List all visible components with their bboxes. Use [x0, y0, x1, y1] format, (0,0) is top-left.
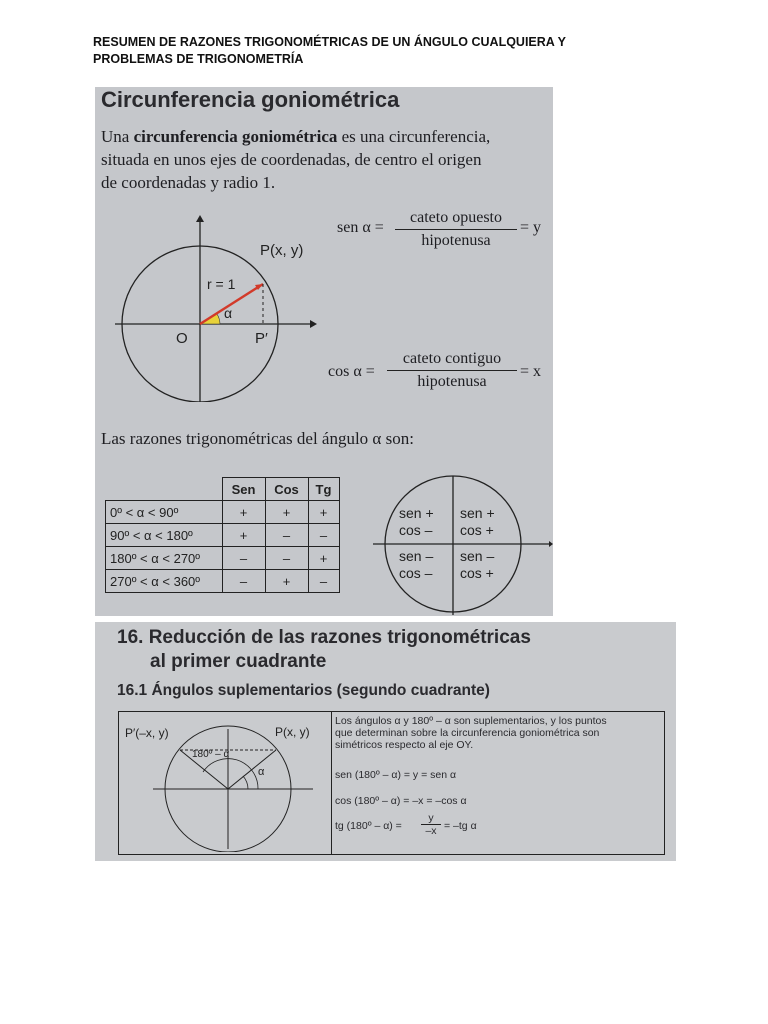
table-cell-cos: +	[265, 570, 308, 593]
table-cell-tg: –	[308, 524, 339, 547]
document-header	[93, 34, 693, 68]
intro-b: es una circunferencia,	[337, 127, 491, 146]
table-cell-cos: –	[265, 547, 308, 570]
quadrant-sign-diagram	[369, 475, 553, 615]
sen-lhs: sen α =	[337, 219, 384, 236]
reduction-title	[117, 626, 531, 674]
intro-line-3: de coordenadas y radio 1.	[101, 173, 276, 192]
table-cell-sen: –	[222, 547, 265, 570]
alpha-arc	[243, 776, 248, 789]
table-cell-sen: +	[222, 501, 265, 524]
unit-circle-diagram	[105, 207, 325, 402]
reduction-subtitle: 16.1 Ángulos suplementarios (segundo cuadrante)	[117, 682, 490, 699]
q1-sen: sen +	[460, 505, 495, 521]
formula-tg-fraction	[421, 812, 441, 837]
p-label: P(x, y)	[275, 725, 310, 739]
intro-a: Una	[101, 127, 134, 146]
header-line-1: RESUMEN DE RAZONES TRIGONOMÉTRICAS DE UN ÁNGULO CUALQUIERA Y	[93, 35, 566, 49]
box-divider	[331, 712, 332, 854]
table-row	[106, 501, 340, 524]
supp-text	[335, 715, 661, 751]
table-cell-cos: +	[265, 501, 308, 524]
formula-tg-lhs: tg (180º – α) =	[335, 820, 402, 832]
table-corner	[106, 478, 223, 501]
formula-sen: sen (180º – α) = y = sen α	[335, 769, 457, 781]
q3-sen: sen –	[399, 548, 434, 564]
proj-label: P′	[255, 330, 268, 347]
reduction-title-line-2: al primer cuadrante	[150, 651, 327, 672]
formula-cos: cos (180º – α) = –x = –cos α	[335, 795, 467, 807]
table-header-cos: Cos	[265, 478, 308, 501]
q4-sen: sen –	[460, 548, 495, 564]
reduction-title-line-1: 16. Reducción de las razones trigonométricas	[117, 627, 531, 648]
razones-text: Las razones trigonométricas del ángulo α son:	[101, 429, 414, 448]
sen-denominator: hipotenusa	[421, 232, 491, 249]
supp-text-line-2: que determinan sobre la circunferencia goniométrica son	[335, 727, 600, 739]
photo-circunferencia	[95, 87, 553, 616]
table-row	[106, 570, 340, 593]
table-row	[106, 524, 340, 547]
sign-table	[105, 477, 340, 593]
q4-cos: cos +	[460, 565, 494, 581]
section-title: Circunferencia goniométrica	[101, 87, 400, 112]
cos-denominator: hipotenusa	[417, 373, 487, 390]
table-cell-range: 180º < α < 270º	[106, 547, 223, 570]
sen-rhs: = y	[520, 219, 542, 236]
q2-sen: sen +	[399, 505, 434, 521]
tg-numerator: y	[421, 812, 441, 825]
cos-numerator: cateto contiguo	[387, 350, 517, 371]
table-cell-range: 0º < α < 90º	[106, 501, 223, 524]
table-cell-tg: +	[308, 501, 339, 524]
supp-angle-arc	[203, 759, 258, 789]
q3-cos: cos –	[399, 565, 433, 581]
q1-cos: cos +	[460, 522, 494, 538]
table-row	[106, 547, 340, 570]
supplementary-diagram	[123, 724, 328, 852]
table-cell-sen: –	[222, 570, 265, 593]
pprime-label: P′(–x, y)	[125, 726, 169, 740]
cos-rhs: = x	[520, 363, 542, 380]
reduction-box	[118, 711, 665, 855]
supp-text-line-1: Los ángulos α y 180º – α son suplementarios, y los puntos	[335, 715, 607, 727]
intro-line-2: situada en unos ejes de coordenadas, de centro el origen	[101, 150, 482, 169]
table-header-sen: Sen	[222, 478, 265, 501]
supp-text-line-3: simétricos respecto al eje OY.	[335, 739, 474, 751]
photo-reduccion	[95, 622, 676, 861]
intro-bold: circunferencia goniométrica	[133, 127, 338, 146]
q2-cos: cos –	[399, 522, 433, 538]
table-header-tg: Tg	[308, 478, 339, 501]
intro-text	[101, 125, 551, 194]
sign-x-arrow-icon	[549, 541, 553, 547]
x-axis-arrow-icon	[310, 320, 317, 328]
sen-numerator: cateto opuesto	[395, 209, 517, 230]
header-line-2: PROBLEMAS DE TRIGONOMETRÍA	[93, 52, 304, 66]
table-cell-tg: –	[308, 570, 339, 593]
table-cell-range: 90º < α < 180º	[106, 524, 223, 547]
sen-fraction	[395, 209, 517, 250]
supp-alpha-label: α	[258, 766, 265, 778]
radius-label: r = 1	[207, 276, 236, 292]
tg-denominator: –x	[425, 825, 437, 837]
table-cell-cos: –	[265, 524, 308, 547]
point-label: P(x, y)	[260, 242, 304, 259]
table-cell-tg: +	[308, 547, 339, 570]
formula-tg-rhs: = –tg α	[444, 820, 477, 832]
table-cell-sen: +	[222, 524, 265, 547]
supp-angle-label: 180º – α	[192, 749, 230, 760]
supp-radius-p	[228, 750, 276, 789]
cos-lhs: cos α =	[328, 363, 375, 380]
cos-fraction	[387, 350, 517, 391]
origin-label: O	[176, 330, 188, 347]
y-axis-arrow-icon	[196, 215, 204, 222]
alpha-label: α	[224, 305, 233, 321]
table-cell-range: 270º < α < 360º	[106, 570, 223, 593]
